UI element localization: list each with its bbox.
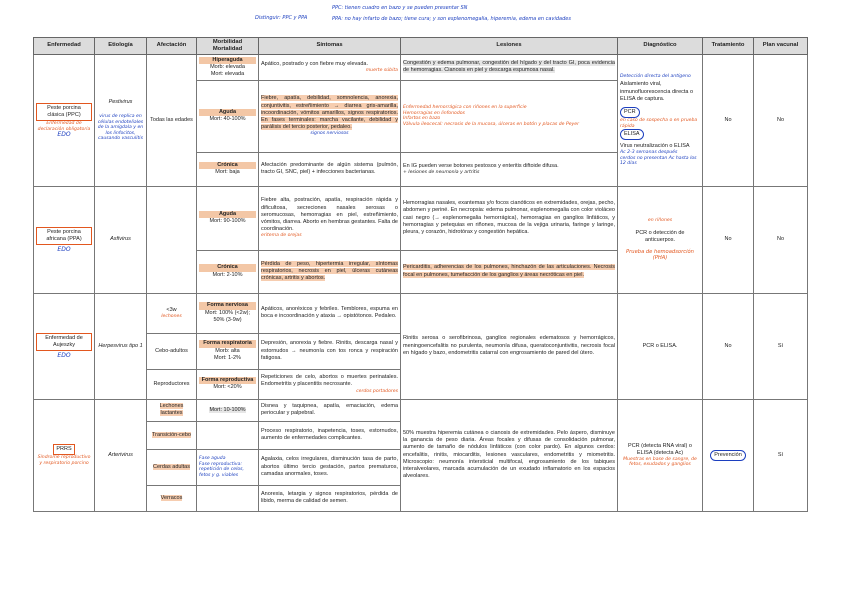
etiology-ppc <box>95 55 147 187</box>
sym-ppa-chronic-text: Pérdida de peso, hipertermia irregular, síntomas respiratorios, necrosis en piel, úlceras cutáneas crónicas, artritis y abortos. <box>261 260 398 282</box>
sym-ppa-acute-text: Fiebre alta, postración, apatía, respiración rápida y dificultosa, secreciones nasales serosas o seromucosas, hemorragias en piel, estreñimiento, vómitos, diarrea. Aborto en hembras gestantes. Falta de coordinación. <box>261 197 398 233</box>
aff-aujeszky-1: <3w <box>166 306 177 313</box>
ppc-name-note: Enfermedad de declaración obligatoria <box>37 121 91 132</box>
form-aujeszky-rep-1: Mort: <20% <box>213 384 242 391</box>
morbidity-prrs-3 <box>197 449 259 485</box>
prevention-prrs: Prevención <box>710 450 746 461</box>
les-ppc-chronic-text: En IG pueden verse botones pestosos y enteritis diftoide difusa. <box>403 162 559 169</box>
edo-badge-aujeszky: EDO <box>57 352 71 360</box>
diag-ppc-1: Aislamiento viral, inmunofluorescencia directa o ELISA de captura. <box>620 81 694 102</box>
symptoms-ppa-chronic <box>259 250 401 293</box>
morbidity-aujeszky-n <box>197 293 259 333</box>
les-ppc-acute-4: Válvula ileocecal: necrosis de la mucosa, úlceras en botón y placas de Peyer <box>403 121 579 127</box>
form-aujeszky-r-1: Morb: alta <box>215 347 240 354</box>
aff-prrs-1: Lechones lactantes <box>159 402 184 417</box>
note-ppa: PPA: no hay infarto de bazo; tiene cura; y son esplenomegalia, hiperemia, edema en cavidades <box>332 16 571 22</box>
diseases-table <box>33 37 808 512</box>
morbidity-ppc-chronic <box>197 152 259 186</box>
diag-ppc-2-note: Ac 2-3 semanas después <box>620 150 678 156</box>
header-sintomas: Síntomas <box>259 38 401 55</box>
diagnosis-ppa <box>618 186 703 293</box>
form-aujeszky-rep: Forma reproductiva <box>199 377 256 384</box>
disease-prrs <box>34 399 95 511</box>
sym-ppc-acute-note: signos nerviosos <box>310 131 349 137</box>
header-etiologia: Etiología <box>95 38 147 55</box>
prrs-phase-acute-note: Fase aguda <box>199 456 226 462</box>
header-afectacion: Afectación <box>147 38 197 55</box>
lesions-ppc-hyper <box>401 55 618 81</box>
form-aujeszky-n-1: Mort: 100% (<2w); 50% (3-9w) <box>204 309 251 323</box>
lesions-prrs: 50% muestra hiperemia cutánea o cianosis de extremidades. Pelo áspero, disminuye la ganancia de peso diaria. Áreas focales y difusas de consolidación pulmonar, aumento de tamaño de nódulos linfáticos (con color pardo). En algunos cerdos: encefalitis, rinitis, miocarditis, lesiones vasculares, endometritis y miometritis. Microscopio: neumonía intersticial multifocal, engrosamiento de los tabiques interalveolares, marcada acumulación de un exudado inflamatorio en los espacios alveolares. <box>401 399 618 511</box>
form-aujeszky-r-2: Mort: 1-2% <box>214 354 241 361</box>
lesions-ppc-chronic <box>401 152 618 186</box>
morb-hyper-1: Morb: elevada <box>210 63 245 70</box>
prrs-phase-repro-note: Fase reproductiva: repetición de celos, fetos y g. viables <box>199 461 245 478</box>
les-ppc-hyper-text: Congestión y edema pulmonar, congestión del hígado y del tracto GI, poca evidencia de hemorragias. Cianosis en piel y descarga espumosa nasal. <box>403 60 615 74</box>
header-enfermedad: Enfermedad <box>34 38 95 55</box>
morb-label-hyper: Hiperaguda <box>199 57 256 64</box>
lesions-aujeszky: Rinitis serosa o serofibrinosa, ganglios regionales edematosos y hemorrágicos, meningoencefalitis no purulenta, neumonía difusa, queratoconjuntivitis, necrosis focal en hígado y bazo, endometritis catarral con engrosamiento de pared del útero. <box>401 293 618 399</box>
note-distinguish: Distinguir: PPC y PPA <box>255 15 308 21</box>
les-ppa-chronic-text: Pericarditis, adherencias de los pulmones, hinchazón de las articulaciones. Necrosis focal en pulmones, tumefacción de los ganglios y áreas necróticas en piel. <box>403 264 615 278</box>
disease-name-prrs: PRRS <box>53 444 74 455</box>
header-plan-vacunal: Plan vacunal <box>754 38 808 55</box>
symptoms-ppc-chronic: Afectación predominante de algún sistema (pulmón, tracto GI, SNC, piel) + infecciones bacterianas. <box>259 152 401 186</box>
morbidity-ppa-chronic <box>197 250 259 293</box>
etiology-aujeszky: Herpesvirus tipo 1 <box>95 293 147 399</box>
affectation-prrs-3 <box>147 449 197 485</box>
morb-label-ppa-acute: Aguda <box>199 211 256 218</box>
aff-aujeszky-1-note: lechones <box>161 314 182 319</box>
morb-ppa-chronic-1: Mort: 2-10% <box>212 271 243 278</box>
sym-ppc-hyper-text: Apático, postrado y con fiebre muy elevada. <box>261 61 369 67</box>
affectation-ppa <box>147 186 197 293</box>
morbidity-prrs-1 <box>197 399 259 421</box>
form-aujeszky-n: Forma nerviosa <box>199 302 256 309</box>
disease-ppa <box>34 186 95 293</box>
aff-prrs-4: Verracos <box>160 494 183 501</box>
treatment-prrs <box>703 399 754 511</box>
symptoms-prrs-4: Anorexia, letargia y signos respiratorios, pérdida de libido, merma de calidad de semen. <box>259 485 401 511</box>
treatment-ppc: No <box>703 55 754 187</box>
treatment-aujeszky: No <box>703 293 754 399</box>
note-ppc: PPC: tienen cuadro en bazo y se pueden presentar SN <box>332 5 468 11</box>
morb-chronic-1: Mort: baja <box>215 169 240 176</box>
morbidity-ppc-acute <box>197 80 259 152</box>
les-ppc-acute-3: Infartos en bazo <box>403 116 441 122</box>
edo-badge-ppa: EDO <box>57 245 71 253</box>
etiology-prrs: Arterivirus <box>95 399 147 511</box>
les-ppc-chronic-note: + lesiones de neumonía y artritis <box>403 170 480 175</box>
affectation-prrs-1 <box>147 399 197 421</box>
diagnosis-ppc <box>618 55 703 187</box>
disease-name-ppa: Peste porcina africana (PPA) <box>36 227 92 245</box>
table-row-prrs <box>34 399 808 421</box>
symptoms-prrs-1: Disnea y taquipnea, apatía, emaciación, edema periocular y palpebral. <box>259 399 401 421</box>
etiology-ppa: Asfivirus <box>95 186 147 293</box>
les-ppa-acute-note: en riñones <box>647 218 673 224</box>
morb-ppa-acute-1: Mort: 90-100% <box>209 218 246 225</box>
diag-ppc-elisa: ELISA <box>620 129 644 140</box>
morbidity-aujeszky-r <box>197 333 259 369</box>
symptoms-aujeszky-rep <box>259 369 401 399</box>
diag-ppc-3-note: cerdos no presentan Ac hasta los 12 días <box>620 155 697 167</box>
diag-prrs-text: PCR (detecta RNA viral) o ELISA (detecta Ac) <box>628 442 692 456</box>
affectation-prrs-2 <box>147 421 197 449</box>
disease-name-aujeszky: Enfermedad de Aujeszky <box>36 333 92 351</box>
header-tratamiento: Tratamiento <box>703 38 754 55</box>
les-ppc-acute-2: Hemorragias en linfonodos <box>403 110 465 116</box>
symptoms-ppc-hyper <box>259 55 401 81</box>
disease-aujeszky <box>34 293 95 399</box>
morbidity-prrs-2 <box>197 421 259 449</box>
header-morbilidad: Morbilidad Mortalidad <box>197 38 259 55</box>
diagnosis-prrs <box>618 399 703 511</box>
symptoms-aujeszky-n: Apáticos, anoréxicos y febriles. Temblores, espuma en boca e incoordinación y ataxia → opistótonos. Pedaleo. <box>259 293 401 333</box>
lesions-ppa-chronic <box>401 250 618 293</box>
morb-prrs-1: Mort: 10-100% <box>209 406 246 413</box>
lesions-ppc-acute <box>401 80 618 152</box>
diag-ppc-note: Detección directa del antígeno <box>620 73 691 79</box>
symptoms-prrs-3: Agalaxia, celos irregulares, disminución tasa de parto, abortos último tercio gestación, partos prematuros, camadas anormales, toses. <box>259 449 401 485</box>
morb-label-ppa-chronic: Crónica <box>199 264 256 271</box>
edo-badge-ppc: EDO <box>57 131 71 138</box>
morb-hyper-2: Mort: elevada <box>210 70 245 77</box>
diag-ppa-text: PCR o detección de anticuerpos. <box>635 229 685 243</box>
morb-acute-1: Mort: 40-100% <box>209 116 246 123</box>
symptoms-ppc-acute <box>259 80 401 152</box>
aff-prrs-3: Cerdas adultas <box>153 463 190 470</box>
lesions-ppa-acute <box>401 186 618 250</box>
sym-ppa-acute-note: eritema de orejas <box>261 233 302 239</box>
symptoms-prrs-2: Proceso respiratorio, inapetencia, toses, estornudos, aumento de enfermedades complicantes. <box>259 421 401 449</box>
morbidity-aujeszky-rep <box>197 369 259 399</box>
vaccine-ppc: No <box>754 55 808 187</box>
table-row-ppa <box>34 186 808 250</box>
prrs-name-note: Síndrome reproductivo y respiratorio porcino <box>37 455 91 466</box>
treatment-ppa: No <box>703 186 754 293</box>
morbidity-ppa-acute <box>197 186 259 250</box>
morb-label-chronic: Crónica <box>199 162 256 169</box>
table-row-aujeszky <box>34 293 808 333</box>
diag-ppa-note: Prueba de hemoadsorción (PHA) <box>626 249 694 261</box>
les-ppa-acute-text: Hemorragias nasales, exantemas y/o focos cianóticos en extremidades, orejas, pecho, abdomen y periné. En necropsia: edema pulmonar, esplenomegalia con color violáceo casi negro (→ esplenomegalia hemorrágica), hemorragias en ganglios linfáticos, y hemorragias y petequias en riñones, mucosa de la vejiga urinaria, faringe y laringe, pleura, y corazón, hidrotórax y congestión hepática. <box>403 200 615 235</box>
aff-prrs-2: Transición-cebo <box>152 431 191 438</box>
diag-ppc-2: Virus neutralización o ELISA <box>620 143 690 150</box>
affectation-aujeszky-2: Cebo-adultos <box>147 333 197 369</box>
header-lesiones: Lesiones <box>401 38 618 55</box>
sym-aujeszky-rep-text: Repeticiones de celo, abortos o muertes perinatales. Endometritis y placentitis necrosante. <box>261 374 398 388</box>
affectation-prrs-4 <box>147 485 197 511</box>
disease-name-ppc: Peste porcina clásica (PPC) <box>36 103 92 121</box>
top-notes <box>0 0 848 36</box>
morbidity-prrs-4 <box>197 485 259 511</box>
diag-ppc-pcr: PCR <box>620 107 640 118</box>
etiology-ppc-text: Pestivirus <box>108 99 133 106</box>
les-ppc-acute-1: Enfermedad hemorrágica con riñones en la superficie <box>403 105 527 111</box>
table-row-ppc <box>34 55 808 81</box>
affectation-ppc: Todas las edades <box>147 55 197 187</box>
table-header-row <box>34 38 808 55</box>
morb-label-acute: Aguda <box>199 109 256 116</box>
morbidity-ppc-hyper <box>197 55 259 81</box>
sym-ppc-acute-text: Fiebre, apatía, debilidad, somnolencia, anorexia, conjuntivitis, estreñimiento → diarrea gris-amarilla, incoordinación, vómitos amarillos, signos respiratorios. En fases terminales: marcha vacilante, debilidad y parálisis del tercio posterior, pedaleo. <box>261 95 398 131</box>
etiology-ppc-note: virus de replica en células endoteliales de la amígdala y en los linfocitos, causando vasculitis <box>97 114 144 142</box>
vaccine-ppa: No <box>754 186 808 293</box>
sym-ppc-hyper-note: muerte súbita <box>365 68 398 74</box>
symptoms-aujeszky-r: Depresión, anorexia y fiebre. Rinitis, descarga nasal y estornudos → neumonía con tos ronca y respiración fatigosa. <box>259 333 401 369</box>
vaccine-prrs: Sí <box>754 399 808 511</box>
disease-ppc <box>34 55 95 187</box>
diag-ppc-pcr-note: en caso de sospecha o en prueba rápida <box>620 118 698 129</box>
diag-prrs-note: Muestras en base de sangre, de fetos, exudados y ganglios <box>623 456 697 468</box>
sym-aujeszky-rep-note: cerdos portadores <box>356 388 398 394</box>
diagnosis-aujeszky: PCR o ELISA. <box>618 293 703 399</box>
affectation-aujeszky-1 <box>147 293 197 333</box>
form-aujeszky-r: Forma respiratoria <box>199 340 256 347</box>
header-diagnostico: Diagnóstico <box>618 38 703 55</box>
symptoms-ppa-acute <box>259 186 401 250</box>
vaccine-aujeszky: Sí <box>754 293 808 399</box>
affectation-aujeszky-3: Reproductores <box>147 369 197 399</box>
